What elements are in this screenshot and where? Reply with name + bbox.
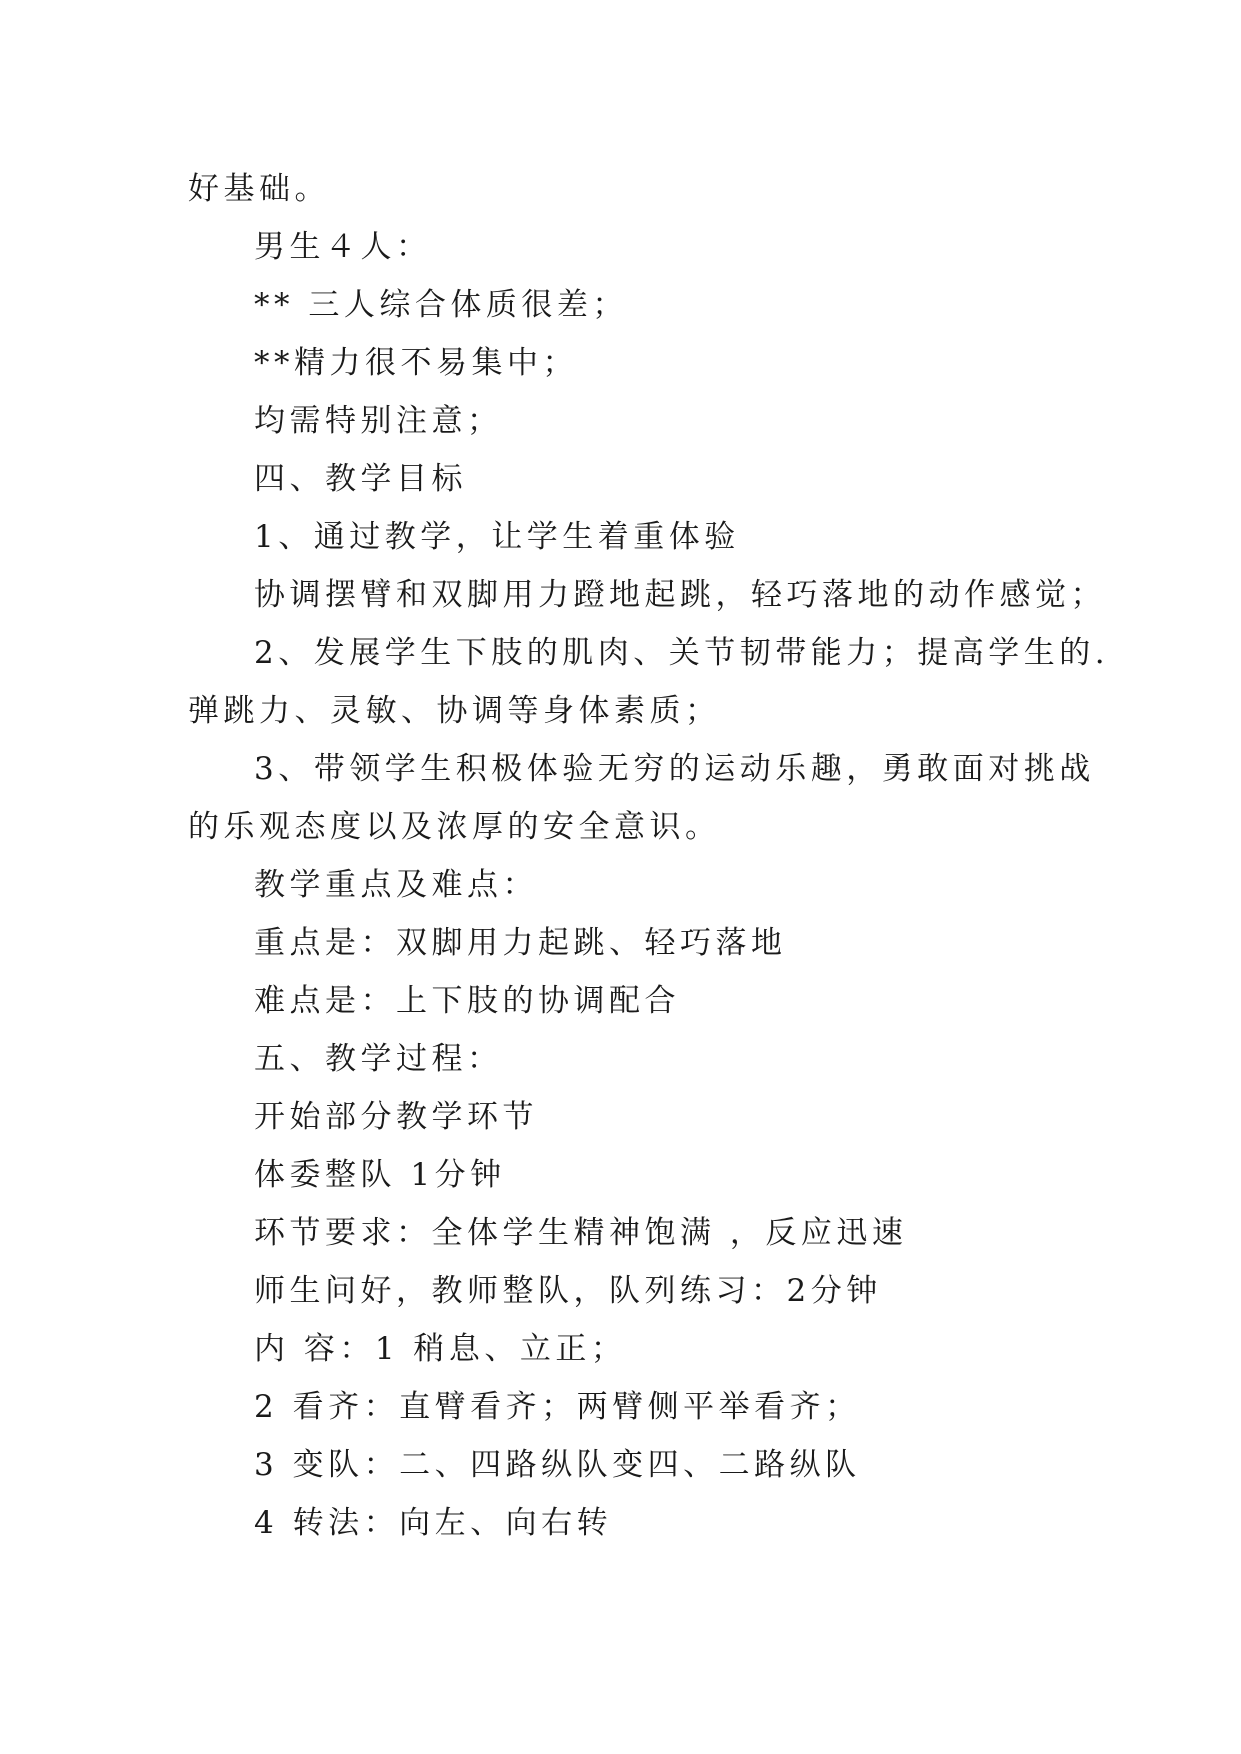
text-line: 2 看齐：直臂看齐；两臂侧平举看齐；	[254, 1389, 861, 1425]
text-line: 教学重点及难点：	[254, 867, 538, 903]
text-line: 难点是：上下肢的协调配合	[254, 983, 680, 1019]
text-line: 均需特别注意；	[254, 403, 503, 439]
text-line: 男生４人：	[254, 229, 432, 265]
text-line: 环节要求：全体学生精神饱满 ，反应迅速	[254, 1215, 908, 1251]
text-line: 的乐观态度以及浓厚的安全意识。	[188, 809, 721, 845]
section-heading: 四、教学目标	[254, 461, 467, 497]
text-line: 4 转法：向左、向右转	[254, 1505, 613, 1541]
text-line: 协调摆臂和双脚用力蹬地起跳，轻巧落地的动作感觉；	[254, 577, 1106, 613]
text-line: ** 三人综合体质很差；	[254, 287, 628, 323]
text-line: 好基础。	[188, 171, 330, 207]
text-line: 师生问好，教师整队，队列练习：2分钟	[254, 1273, 882, 1309]
text-line: 2、发展学生下肢的肌肉、关节韧带能力；提高学生的.	[254, 635, 1110, 671]
text-line: 内 容：1 稍息、立正；	[254, 1331, 627, 1367]
document-body	[188, 160, 1110, 1552]
text-line: 3 变队：二、四路纵队变四、二路纵队	[254, 1447, 861, 1483]
text-line: 3、带领学生积极体验无穷的运动乐趣，勇敢面对挑战	[254, 751, 1095, 787]
text-line: 弹跳力、灵敏、协调等身体素质；	[188, 693, 721, 729]
text-line: 重点是：双脚用力起跳、轻巧落地	[254, 925, 787, 961]
text-line: **精力很不易集中；	[254, 345, 578, 381]
text-line: 体委整队 1分钟	[254, 1157, 506, 1193]
section-heading: 五、教学过程：	[254, 1041, 503, 1077]
text-line: 开始部分教学环节	[254, 1099, 538, 1135]
text-line: 1、通过教学，让学生着重体验	[254, 519, 740, 555]
